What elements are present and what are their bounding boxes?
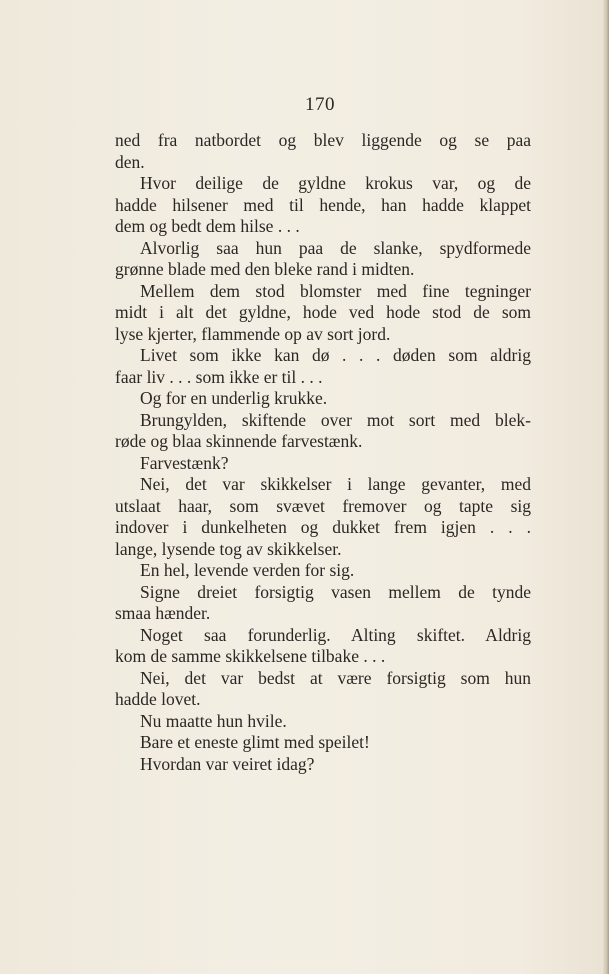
text-line: Farvestænk?	[140, 452, 229, 473]
text-line: grønne blade med den bleke rand i midten.	[115, 259, 415, 279]
text-line: hadde lovet.	[115, 689, 201, 709]
text-line: Livet som ikke kan dø . . . døden som aldrig	[140, 345, 531, 365]
text-line: Signe dreiet forsigtig vasen mellem de tynde	[140, 581, 531, 602]
page-number: 170	[305, 94, 335, 115]
text-line: Brungylden, skiftende over mot sort med blek-	[140, 409, 531, 430]
text-line: dem og bedt dem hilse . . .	[115, 216, 300, 236]
text-line: Nei, det var skikkelser i lange gevanter, med	[140, 474, 531, 494]
text-line: indover i dunkelheten og dukket frem igjen . . .	[115, 517, 531, 537]
text-line: Nei, det var bedst at være forsigtig som hun	[140, 667, 531, 688]
text-line: den.	[115, 151, 145, 172]
text-line: smaa hænder.	[115, 603, 211, 623]
text-line: Bare et eneste glimt med speilet!	[140, 732, 370, 752]
text-line: kom de samme skikkelsene tilbake . . .	[115, 646, 386, 666]
body-text	[115, 130, 531, 775]
text-line: hadde hilsener med til hende, han hadde klappet	[115, 194, 531, 215]
text-line: faar liv . . . som ikke er til . . .	[115, 366, 323, 387]
text-line: røde og blaa skinnende farvestænk.	[115, 431, 363, 451]
text-line: Hvor deilige de gyldne krokus var, og de	[140, 173, 531, 193]
text-line: En hel, levende verden for sig.	[140, 560, 355, 580]
text-line: Hvordan var veiret idag?	[140, 753, 315, 774]
text-line: Mellem dem stod blomster med fine tegninger	[140, 280, 531, 301]
text-line: Og for en underlig krukke.	[140, 388, 328, 408]
text-line: Nu maatte hun hvile.	[140, 710, 287, 731]
text-line: utslaat haar, som svævet fremover og tapte sig	[115, 495, 531, 516]
text-line: Alvorlig saa hun paa de slanke, spydformede	[140, 237, 531, 258]
text-line: Noget saa forunderlig. Alting skiftet. Aldrig	[140, 624, 531, 645]
text-line: midt i alt det gyldne, hode ved hode stod de som	[115, 302, 531, 322]
text-line: lange, lysende tog av skikkelser.	[115, 538, 342, 559]
text-line: ned fra natbordet og blev liggende og se paa	[115, 130, 531, 150]
text-line: lyse kjerter, flammende op av sort jord.	[115, 323, 391, 344]
page-edge	[603, 0, 609, 974]
